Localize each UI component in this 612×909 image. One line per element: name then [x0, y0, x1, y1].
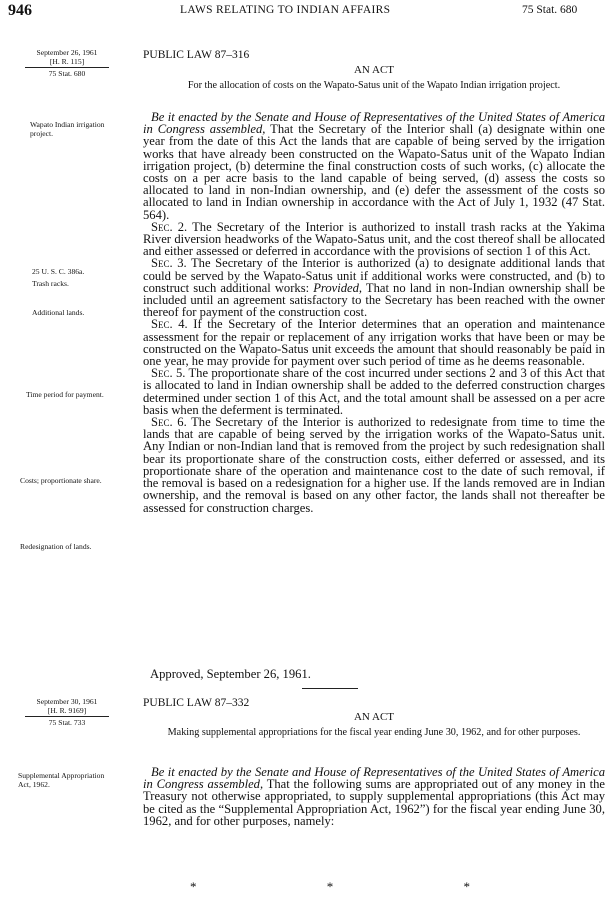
asterisk: * [326, 879, 334, 894]
law1-approved: Approved, September 26, 1961. [150, 667, 311, 681]
separator-rule [302, 688, 358, 689]
law1-section-4: Sec. 4. If the Secretary of the Interior determines that an operation and maintenance assessment for the repair or replacement of any irrigation works that have been or may be constructed on the Wapato-Satus unit exceeds the amount that should reasonably be paid in one year, he may provide for payment over such period of time as he deems reasonable. [143, 317, 606, 369]
asterisk: * [190, 879, 197, 894]
margin-note-supplemental-appropriation: Supplemental Appropriation Act, 1962. [18, 771, 105, 789]
law2-margin-date: September 30, 1961 [36, 697, 98, 706]
law2-margin-bill: [H. R. 9169] [47, 706, 87, 715]
law2-paragraph: Be it enacted by the Senate and House of Representatives of the United States of America in Congress assembled, That the following sums are appropriated out of any money in the Treasury not otherwise appropriated, to supply supplemental appropriations (this Act may be cited as the “Supplemental Appropriation Act, 1962”) for the fiscal year ending June 30, 1962, and for other purposes, namely: [143, 765, 606, 828]
margin-note-costs: Costs; proportionate share. [20, 476, 102, 485]
asterisk: * [463, 879, 470, 894]
law1-section-5: Sec. 5. The proportionate share of the cost incurred under sections 2 and 3 of this Act that is allocated to land in Indian ownership shall be added to the deferred construction charges determined under section 1 of this Act, and the total amount shall be assessed on a per acre basis when the deferment is terminated. [143, 366, 605, 417]
law1-margin-stat: 75 Stat. 680 [48, 69, 86, 78]
law2-margin-rule [25, 716, 109, 717]
law1-margin-bill: [H. R. 115] [49, 57, 85, 66]
margin-note-wapato: Wapato Indian irrigation project. [30, 120, 105, 138]
law1-enacting-clause: Be it enacted by the Senate and House of Representatives of the United States of America in Congress assembled, [143, 110, 605, 137]
margin-note-usc: 25 U. S. C. 386a. [32, 267, 85, 276]
margin-note-trash-racks: Trash racks. [32, 279, 69, 288]
law2-margin-box [17, 697, 117, 727]
law2-enacting-clause: Be it enacted by the Senate and House of Representatives of the United States of America in Congress assembled, [143, 765, 605, 792]
law1-body [143, 111, 605, 514]
margin-note-redesignation: Redesignation of lands. [20, 542, 92, 551]
law2-title: PUBLIC LAW 87–332 [143, 697, 250, 709]
law2-description: Making supplemental appropriations for the fiscal year ending June 30, 1962, and for other purposes. [167, 727, 581, 738]
margin-note-time-period: Time period for payment. [26, 390, 104, 399]
law1-margin-rule [25, 67, 109, 68]
law2-margin-stat: 75 Stat. 733 [48, 718, 86, 727]
law1-description: For the allocation of costs on the Wapato-Satus unit of the Wapato Indian irrigation project. [187, 80, 561, 91]
law1-margin-box [17, 48, 117, 78]
running-title: LAWS RELATING TO INDIAN AFFAIRS [180, 4, 391, 16]
law1-margin-date: September 26, 1961 [36, 48, 98, 57]
law2-an-act: AN ACT [353, 711, 395, 723]
law1-section-2: Sec. 2. The Secretary of the Interior is authorized to install trash racks at the Yakima River diversion headworks of the Wapato-Satus unit, and the cost thereof shall be allocated and either assessed or deferred in accordance with the provisions of section 1 of this Act. [143, 219, 605, 259]
law1-section-3: Sec. 3. The Secretary of the Interior is authorized (a) to designate additional lands that could be served by the Wapato-Satus unit if additional works were constructed, and (b) to construct such additional works: Provided, That no land in non-Indian ownership shall be included until an agreement satisfactory to the Secretary has been reached with the owner thereof for payment of the construction cost. [143, 256, 605, 320]
law1-title: PUBLIC LAW 87–316 [143, 49, 250, 61]
omission-asterisks [190, 879, 470, 895]
law2-body [143, 766, 605, 827]
statute-reference: 75 Stat. 680 [522, 4, 578, 16]
law1-section-1: Be it enacted by the Senate and House of Representatives of the United States of America in Congress assembled, That the Secretary of the Interior shall (a) designate within one year from the date of this Act the lands that are capable of being served by the irrigation works that have already been constructed on the Wapato-Satus unit of the Wapato Indian irrigation project, (b) determine the final construction costs of such works, (c) allocate the costs on a per acre basis to the land capable of being served, (d) assess the costs so allocated to land in non-Indian ownership, and (e) defer the assessment of the costs so allocated to land in Indian ownership in accordance with the Act of July 1, 1932 (47 Stat. 564). [143, 110, 606, 222]
law1-an-act: AN ACT [353, 64, 395, 76]
law1-section-6: Sec. 6. The Secretary of the Interior is authorized to redesignate from time to time the lands that are capable of being served by the irrigation works of the Wapato-Satus unit. Any Indian or non-Indian land that is removed from the project by such redesignation shall bear its proportionate share of the construction costs, either deferred or assessed, and its proportionate share of the operation and maintenance cost to the date of such removal, if the removal is based on a redesignation for a higher use. If the lands removed are in Indian ownership, and the removal is based on any other factor, the lands shall not thereafter be assessed for construction charges. [143, 415, 605, 515]
margin-note-additional-lands: Additional lands. [32, 308, 85, 317]
page-number: 946 [8, 2, 32, 19]
